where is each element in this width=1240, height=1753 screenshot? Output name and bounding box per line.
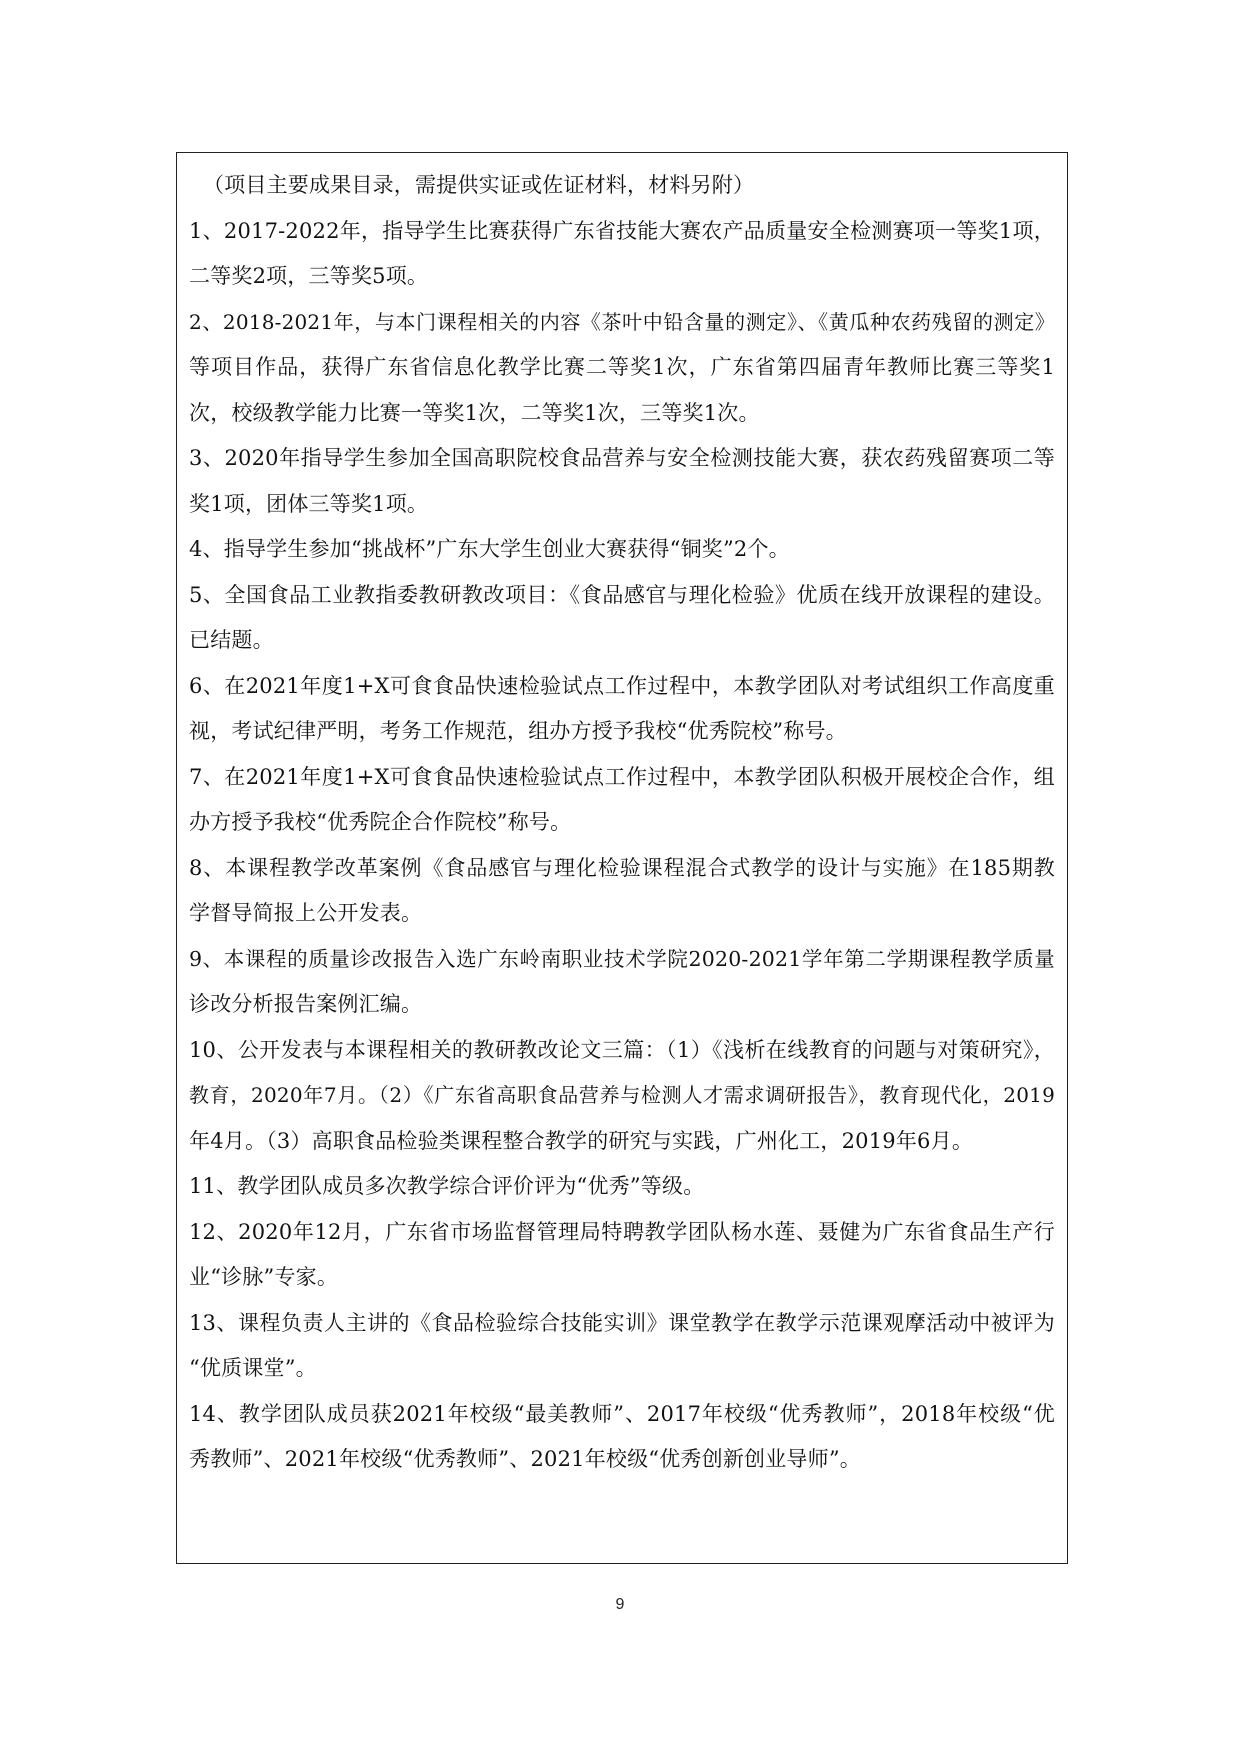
- item-14-line-2: 秀教师”、2021年校级“优秀教师”、2021年校级“优秀创新创业导师”。: [189, 1447, 861, 1471]
- item-2-line-3: 次，校级教学能力比赛一等奖1次，二等奖1次，三等奖1次。: [189, 400, 760, 425]
- item-8-line-2: 学督导简报上公开发表。: [189, 901, 423, 925]
- item-2-line-1: 2、2018-2021年，与本门课程相关的内容《茶叶中铅含量的测定》、《黄瓜种农药残留的测定》: [189, 309, 1055, 334]
- item-10-line-2: 教育，2020年7月。（2）《广东省高职食品营养与检测人才需求调研报告》，教育现代化，2019: [189, 1083, 1055, 1107]
- item-7-line-2: 办方授予我校“优秀院企合作院校”称号。: [189, 810, 572, 834]
- item-5-line-2: 已结题。: [189, 628, 274, 652]
- item-8-line-1: 8、本课程教学改革案例《食品感官与理化检验课程混合式教学的设计与实施》在185期教: [189, 855, 1055, 880]
- item-1-line-1: 1、2017-2022年，指导学生比赛获得广东省技能大赛农产品质量安全检测赛项一等奖1项，: [189, 218, 1055, 243]
- achievements-list: [189, 163, 1055, 1483]
- item-5-line-1: 5、全国食品工业教指委教研教改项目：《食品感官与理化检验》优质在线开放课程的建设。: [189, 582, 1055, 607]
- item-9-line-2: 诊改分析报告案例汇编。: [189, 992, 423, 1016]
- item-12-line-1: 12、2020年12月，广东省市场监督管理局特聘教学团队杨水莲、聂健为广东省食品生产行: [189, 1219, 1055, 1244]
- item-6-line-2: 视，考试纪律严明，考务工作规范，组办方授予我校“优秀院校”称号。: [189, 719, 847, 743]
- page-number: 9: [615, 1596, 625, 1613]
- item-4-line-1: 4、指导学生参加“挑战杯”广东大学生创业大赛获得“铜奖”2个。: [189, 537, 790, 561]
- item-13-line-2: “优质课堂”。: [189, 1356, 317, 1380]
- item-2-line-2: 等项目作品，获得广东省信息化教学比赛二等奖1次，广东省第四届青年教师比赛三等奖1: [189, 355, 1055, 379]
- item-13-line-1: 13、课程负责人主讲的《食品检验综合技能实训》课堂教学在教学示范课观摩活动中被评为: [189, 1310, 1055, 1335]
- achievements-table-cell: [176, 152, 1068, 1564]
- item-7-line-1: 7、在2021年度1+X可食食品快速检验试点工作过程中，本教学团队积极开展校企合作，组: [189, 764, 1055, 789]
- item-12-line-2: 业“诊脉”专家。: [189, 1265, 339, 1289]
- item-3-line-1: 3、2020年指导学生参加全国高职院校食品营养与安全检测技能大赛，获农药残留赛项二等: [189, 446, 1055, 470]
- item-9-line-1: 9、本课程的质量诊改报告入选广东岭南职业技术学院2020-2021学年第二学期课程教学质量: [189, 946, 1055, 971]
- item-14-line-1: 14、教学团队成员获2021年校级“最美教师”、2017年校级“优秀教师”，2018年校级“优: [189, 1401, 1055, 1426]
- item-10-line-1: 10、公开发表与本课程相关的教研教改论文三篇：（1）《浅析在线教育的问题与对策研究》，: [189, 1037, 1055, 1062]
- item-6-line-1: 6、在2021年度1+X可食食品快速检验试点工作过程中，本教学团队对考试组织工作高度重: [189, 673, 1055, 698]
- item-11-line-1: 11、教学团队成员多次教学综合评价评为“优秀”等级。: [189, 1174, 705, 1198]
- intro-note: （项目主要成果目录，需提供实证或佐证材料，材料另附）: [203, 173, 755, 197]
- item-3-line-2: 奖1项，团体三等奖1项。: [189, 491, 429, 516]
- item-10-line-3: 年4月。（3）高职食品检验类课程整合教学的研究与实践，广州化工，2019年6月。: [189, 1128, 974, 1153]
- item-1-line-2: 二等奖2项，三等奖5项。: [189, 264, 429, 288]
